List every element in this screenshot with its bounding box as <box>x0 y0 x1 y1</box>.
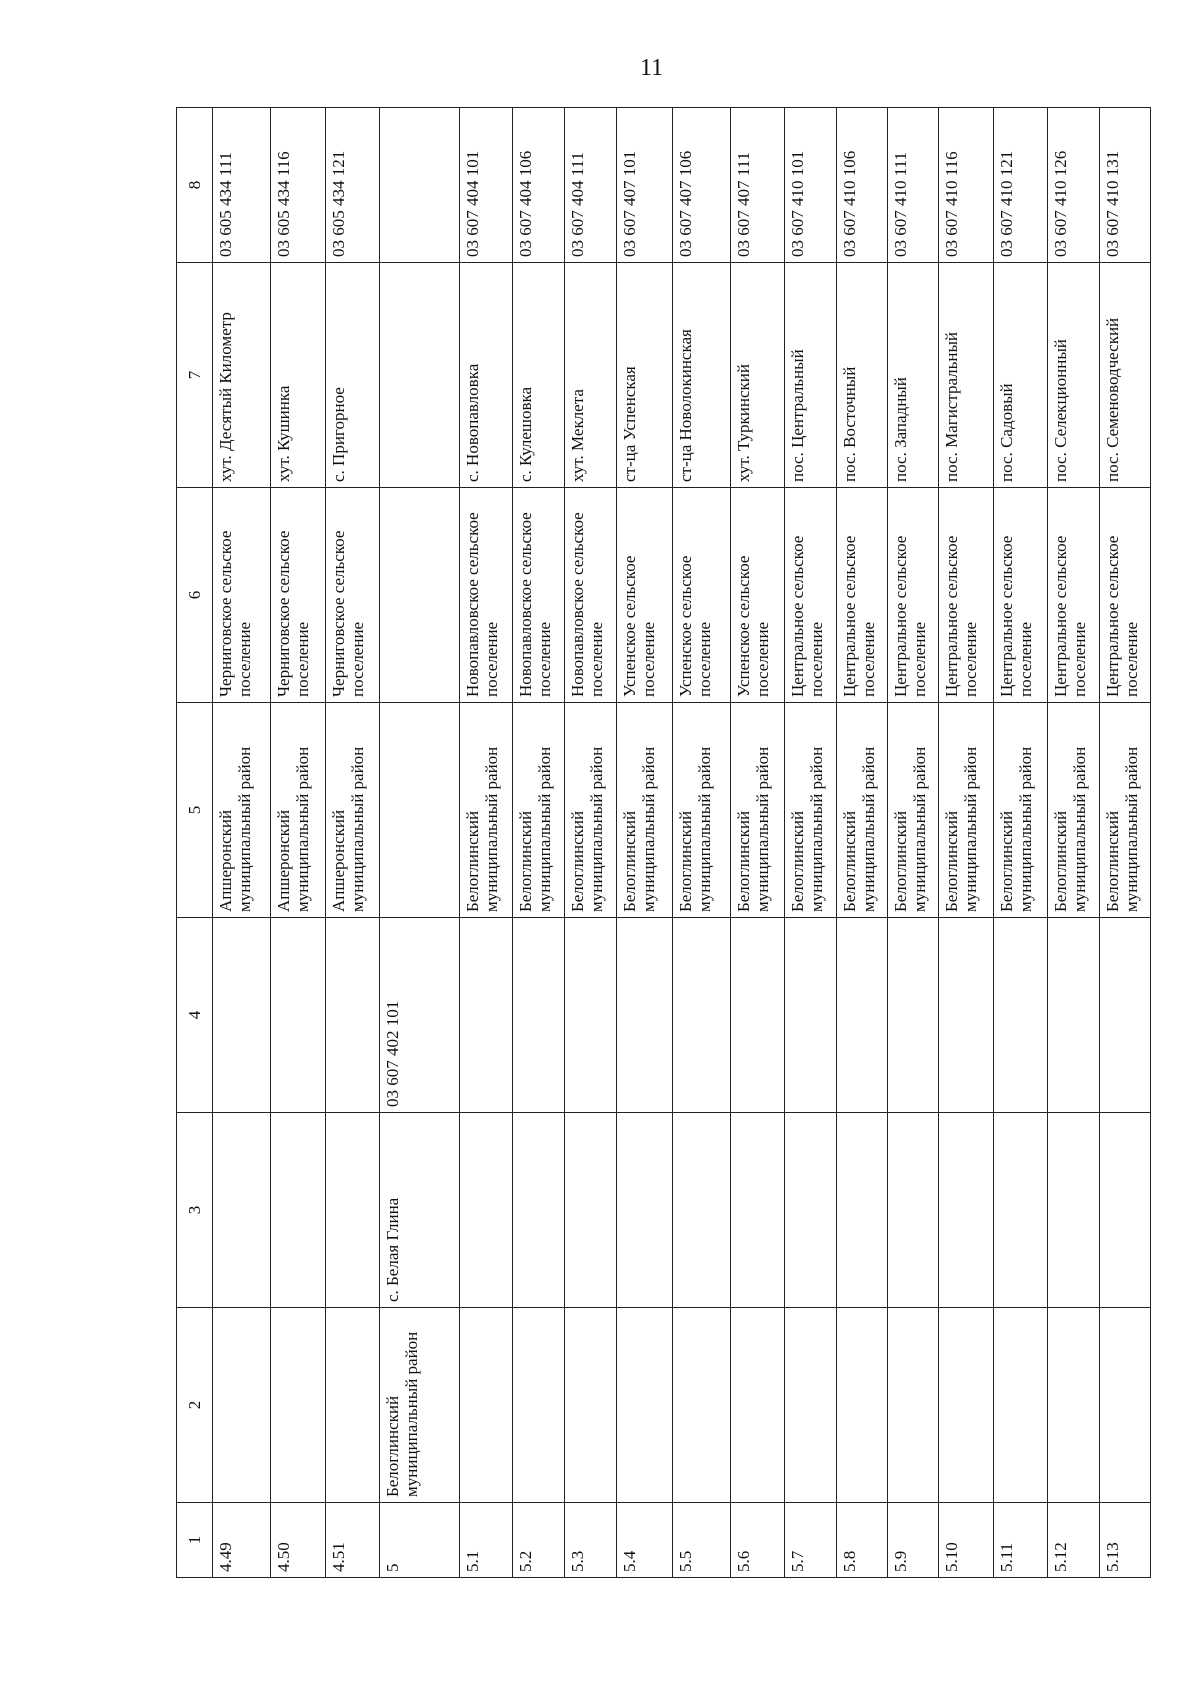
table-row <box>460 108 512 1578</box>
column-header: 3 <box>177 1113 213 1308</box>
table-row <box>380 108 460 1578</box>
column-header: 6 <box>177 488 213 703</box>
cell-locality-code: 03 607 404 106 <box>512 108 564 263</box>
cell-municipal-district: Белоглинский муниципальный район <box>672 703 730 918</box>
cell-settlement: Успенское сельское поселение <box>730 488 785 703</box>
cell-locality: пос. Магистральный <box>939 263 994 488</box>
cell-center-code <box>460 918 512 1113</box>
cell-municipal-district: Апшеронский муниципальный район <box>213 703 271 918</box>
cell-locality: с. Кулешовка <box>512 263 564 488</box>
cell-settlement: Успенское сельское поселение <box>672 488 730 703</box>
cell-district <box>325 1308 380 1503</box>
cell-center-code <box>730 918 785 1113</box>
cell-center-code <box>939 918 994 1113</box>
cell-center-code <box>672 918 730 1113</box>
cell-admin-center <box>993 1113 1048 1308</box>
cell-locality <box>380 263 460 488</box>
cell-admin-center <box>939 1113 994 1308</box>
table-row <box>271 108 326 1578</box>
cell-locality-code: 03 607 410 116 <box>939 108 994 263</box>
cell-admin-center <box>672 1113 730 1308</box>
cell-locality-code: 03 607 407 111 <box>730 108 785 263</box>
cell-district <box>785 1308 836 1503</box>
table-row <box>785 108 836 1578</box>
cell-number: 5.12 <box>1048 1503 1099 1578</box>
table-row <box>887 108 938 1578</box>
table-row <box>565 108 617 1578</box>
cell-number: 5.6 <box>730 1503 785 1578</box>
cell-locality: пос. Семеноводческий <box>1099 263 1151 488</box>
table-row <box>325 108 380 1578</box>
cell-settlement: Центральное сельское поселение <box>1099 488 1151 703</box>
cell-municipal-district: Белоглинский муниципальный район <box>730 703 785 918</box>
cell-locality: пос. Центральный <box>785 263 836 488</box>
table-row <box>1048 108 1099 1578</box>
column-header: 5 <box>177 703 213 918</box>
cell-settlement: Новопавловское сельское поселение <box>460 488 512 703</box>
column-header: 2 <box>177 1308 213 1503</box>
cell-admin-center <box>271 1113 326 1308</box>
cell-locality: с. Пригорное <box>325 263 380 488</box>
cell-locality: пос. Садовый <box>993 263 1048 488</box>
cell-district <box>887 1308 938 1503</box>
cell-district <box>460 1308 512 1503</box>
cell-number: 5.9 <box>887 1503 938 1578</box>
cell-locality: хут. Туркинский <box>730 263 785 488</box>
column-header: 1 <box>177 1503 213 1578</box>
column-header: 7 <box>177 263 213 488</box>
cell-district <box>512 1308 564 1503</box>
cell-district <box>730 1308 785 1503</box>
registry-table <box>176 107 1151 1578</box>
cell-number: 5.1 <box>460 1503 512 1578</box>
cell-locality: пос. Селекционный <box>1048 263 1099 488</box>
cell-district <box>617 1308 673 1503</box>
table-row <box>836 108 887 1578</box>
cell-municipal-district: Белоглинский муниципальный район <box>785 703 836 918</box>
cell-center-code <box>887 918 938 1113</box>
cell-number: 5.10 <box>939 1503 994 1578</box>
cell-district <box>1099 1308 1151 1503</box>
cell-district <box>1048 1308 1099 1503</box>
cell-locality-code: 03 605 434 111 <box>213 108 271 263</box>
table-row <box>672 108 730 1578</box>
column-header: 8 <box>177 108 213 263</box>
table-row <box>512 108 564 1578</box>
table-row <box>993 108 1048 1578</box>
cell-admin-center <box>1048 1113 1099 1308</box>
cell-locality: с. Новопавловка <box>460 263 512 488</box>
cell-locality-code: 03 607 410 106 <box>836 108 887 263</box>
cell-locality: хут. Кушинка <box>271 263 326 488</box>
cell-municipal-district: Белоглинский муниципальный район <box>617 703 673 918</box>
cell-admin-center <box>836 1113 887 1308</box>
cell-number: 5.4 <box>617 1503 673 1578</box>
cell-locality-code <box>380 108 460 263</box>
cell-municipal-district: Белоглинский муниципальный район <box>565 703 617 918</box>
cell-center-code <box>1048 918 1099 1113</box>
cell-district <box>836 1308 887 1503</box>
cell-admin-center <box>460 1113 512 1308</box>
cell-admin-center <box>730 1113 785 1308</box>
cell-settlement: Новопавловское сельское поселение <box>565 488 617 703</box>
cell-settlement: Новопавловское сельское поселение <box>512 488 564 703</box>
cell-settlement: Центральное сельское поселение <box>836 488 887 703</box>
cell-settlement: Черниговское сельское поселение <box>271 488 326 703</box>
cell-municipal-district: Белоглинский муниципальный район <box>993 703 1048 918</box>
cell-locality: пос. Восточный <box>836 263 887 488</box>
table-row <box>617 108 673 1578</box>
cell-municipal-district: Апшеронский муниципальный район <box>325 703 380 918</box>
cell-district: Белоглинский муниципальный район <box>380 1308 460 1503</box>
cell-center-code: 03 607 402 101 <box>380 918 460 1113</box>
cell-number: 5.13 <box>1099 1503 1151 1578</box>
cell-center-code <box>512 918 564 1113</box>
cell-admin-center <box>887 1113 938 1308</box>
table-row <box>1099 108 1151 1578</box>
table-row <box>939 108 994 1578</box>
cell-locality: пос. Западный <box>887 263 938 488</box>
cell-municipal-district: Апшеронский муниципальный район <box>271 703 326 918</box>
table-row <box>730 108 785 1578</box>
cell-district <box>565 1308 617 1503</box>
cell-number: 4.51 <box>325 1503 380 1578</box>
cell-locality-code: 03 605 434 121 <box>325 108 380 263</box>
cell-admin-center <box>785 1113 836 1308</box>
cell-number: 5 <box>380 1503 460 1578</box>
cell-municipal-district: Белоглинский муниципальный район <box>887 703 938 918</box>
cell-locality: ст-ца Новолокинская <box>672 263 730 488</box>
cell-number: 5.7 <box>785 1503 836 1578</box>
cell-center-code <box>271 918 326 1113</box>
cell-number: 4.50 <box>271 1503 326 1578</box>
cell-settlement <box>380 488 460 703</box>
cell-number: 5.11 <box>993 1503 1048 1578</box>
cell-district <box>672 1308 730 1503</box>
cell-settlement: Центральное сельское поселение <box>785 488 836 703</box>
cell-locality-code: 03 607 404 101 <box>460 108 512 263</box>
cell-settlement: Черниговское сельское поселение <box>213 488 271 703</box>
cell-locality-code: 03 607 410 101 <box>785 108 836 263</box>
cell-municipal-district: Белоглинский муниципальный район <box>512 703 564 918</box>
cell-admin-center <box>1099 1113 1151 1308</box>
cell-settlement: Черниговское сельское поселение <box>325 488 380 703</box>
cell-number: 5.8 <box>836 1503 887 1578</box>
cell-locality-code: 03 607 407 101 <box>617 108 673 263</box>
cell-settlement: Успенское сельское поселение <box>617 488 673 703</box>
cell-center-code <box>213 918 271 1113</box>
cell-locality: ст-ца Успенская <box>617 263 673 488</box>
cell-center-code <box>325 918 380 1113</box>
table-header-row <box>177 108 213 1578</box>
cell-municipal-district: Белоглинский муниципальный район <box>460 703 512 918</box>
table-row <box>213 108 271 1578</box>
cell-locality: хут. Меклета <box>565 263 617 488</box>
cell-locality-code: 03 607 410 121 <box>993 108 1048 263</box>
column-header: 4 <box>177 918 213 1113</box>
cell-number: 5.2 <box>512 1503 564 1578</box>
cell-municipal-district: Белоглинский муниципальный район <box>836 703 887 918</box>
cell-admin-center <box>512 1113 564 1308</box>
cell-settlement: Центральное сельское поселение <box>993 488 1048 703</box>
cell-admin-center <box>325 1113 380 1308</box>
table-frame <box>176 108 1151 1578</box>
cell-district <box>939 1308 994 1503</box>
cell-settlement: Центральное сельское поселение <box>887 488 938 703</box>
cell-center-code <box>1099 918 1151 1113</box>
cell-district <box>213 1308 271 1503</box>
cell-municipal-district <box>380 703 460 918</box>
cell-number: 4.49 <box>213 1503 271 1578</box>
cell-admin-center: с. Белая Глина <box>380 1113 460 1308</box>
cell-municipal-district: Белоглинский муниципальный район <box>1048 703 1099 918</box>
cell-municipal-district: Белоглинский муниципальный район <box>939 703 994 918</box>
cell-admin-center <box>565 1113 617 1308</box>
cell-center-code <box>993 918 1048 1113</box>
page-number: 11 <box>640 55 664 81</box>
cell-admin-center <box>213 1113 271 1308</box>
cell-admin-center <box>617 1113 673 1308</box>
cell-locality-code: 03 605 434 116 <box>271 108 326 263</box>
cell-locality-code: 03 607 407 106 <box>672 108 730 263</box>
cell-center-code <box>565 918 617 1113</box>
cell-number: 5.5 <box>672 1503 730 1578</box>
cell-locality-code: 03 607 410 126 <box>1048 108 1099 263</box>
cell-settlement: Центральное сельское поселение <box>939 488 994 703</box>
cell-district <box>271 1308 326 1503</box>
cell-center-code <box>836 918 887 1113</box>
cell-locality-code: 03 607 410 131 <box>1099 108 1151 263</box>
cell-locality-code: 03 607 404 111 <box>565 108 617 263</box>
cell-settlement: Центральное сельское поселение <box>1048 488 1099 703</box>
cell-center-code <box>785 918 836 1113</box>
cell-center-code <box>617 918 673 1113</box>
cell-locality: хут. Десятый Километр <box>213 263 271 488</box>
cell-municipal-district: Белоглинский муниципальный район <box>1099 703 1151 918</box>
cell-number: 5.3 <box>565 1503 617 1578</box>
cell-locality-code: 03 607 410 111 <box>887 108 938 263</box>
cell-district <box>993 1308 1048 1503</box>
